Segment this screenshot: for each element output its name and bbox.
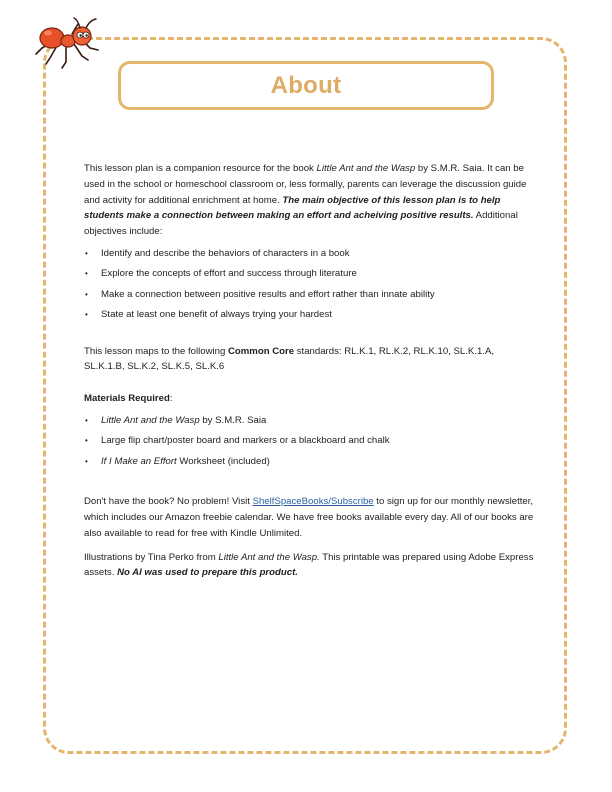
materials-heading-colon: :: [169, 393, 173, 405]
intro-text-2: by S.M.R. Saia.: [415, 163, 485, 174]
intro-text-1: This lesson plan is a companion resource for the book: [84, 163, 317, 174]
promo-text-2: to sign up for our monthly newsletter, which includes our Amazon freebie calendar. We have free books available every day. All of our books are also available to read for free with Kindle Unlimited.: [84, 496, 534, 539]
standards-paragraph: [84, 344, 534, 376]
promo-text-1: Don't have the book? No problem! Visit: [84, 496, 253, 508]
intro-text-4: Additional objectives include:: [84, 210, 518, 238]
worksheet-title: If I Make an Effort: [101, 455, 177, 467]
list-item: • Large flip chart/poster board and markers or a blackboard and chalk: [84, 433, 534, 449]
list-item: • Make a connection between positive results and effort rather than innate ability: [84, 287, 534, 303]
standards-text-2: standards: RL.K.1, RL.K.2, RL.K.10, SL.K.1.A, SL.K.1.B, SL.K.2, SL.K.5, SL.K.6: [84, 345, 495, 373]
materials-heading: [84, 391, 534, 407]
book-title: Little Ant and the Wasp: [316, 163, 416, 174]
credits-paragraph: [84, 550, 534, 582]
page-title: About: [270, 71, 342, 99]
list-item: • Explore the concepts of effort and success through literature: [84, 266, 534, 282]
intro-paragraph: [84, 161, 534, 240]
ant-illustration: [28, 14, 108, 76]
content-body: [84, 161, 534, 581]
objectives-list: [84, 246, 534, 323]
worksheet-note: Worksheet (included): [176, 455, 270, 467]
list-item: • State at least one benefit of always trying your hardest: [84, 307, 534, 323]
list-item: [84, 454, 534, 470]
list-item: • Identify and describe the behaviors of characters in a book: [84, 246, 534, 262]
common-core-label: Common Core: [227, 345, 295, 357]
materials-list: [84, 413, 534, 470]
promo-paragraph: [84, 494, 534, 541]
material-book-author: by S.M.R. Saia: [199, 414, 267, 426]
intro-text-3: It can be used in the school or homeschool classroom or, less formally, parents can leverage the discussion guide and activity for additional enrichment at home.: [84, 163, 527, 206]
no-ai-statement: No AI was used to prepare this product.: [117, 567, 298, 579]
credits-book-title: Little Ant and the Wasp.: [218, 551, 320, 563]
standards-text-1: This lesson maps to the following: [84, 345, 228, 357]
materials-heading-text: Materials Required: [84, 393, 170, 405]
main-objective: The main objective of this lesson plan is to help students make a connection between making an effort and acheiving positive results.: [84, 194, 501, 222]
credits-text-1: Illustrations by Tina Perko from: [84, 551, 219, 563]
list-item: [84, 413, 534, 429]
subscribe-link[interactable]: ShelfSpaceBooks/Subscribe: [252, 496, 374, 508]
title-box: [118, 61, 494, 110]
credits-text-2: This printable was prepared using Adobe Express assets.: [84, 551, 534, 579]
material-book-title: Little Ant and the Wasp: [101, 414, 200, 426]
